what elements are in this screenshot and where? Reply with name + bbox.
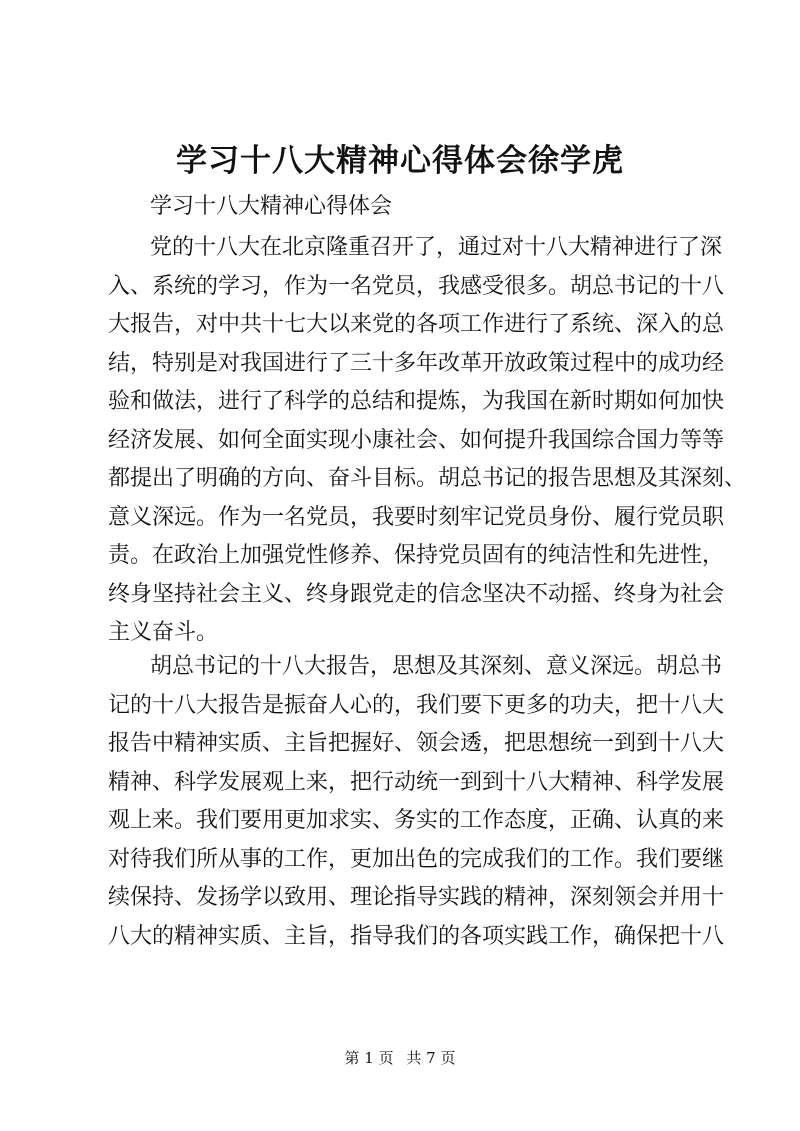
paragraph-line: 验和做法，进行了科学的总结和提炼，为我国在新时期如何加快 xyxy=(108,389,725,414)
document-title: 学习十八大精神心得体会徐学虎 xyxy=(176,143,624,179)
paragraph-line: 入、系统的学习，作为一名党员，我感受很多。胡总书记的十八 xyxy=(108,273,725,299)
body-paragraph-2 xyxy=(108,648,725,956)
paragraph-line: 记的十八大报告是振奋人心的，我们要下更多的功夫，把十八大 xyxy=(108,692,725,718)
paragraph-line: 结，特别是对我国进行了三十多年改革开放政策过程中的成功经 xyxy=(108,350,725,376)
paragraph-line: 对待我们所从事的工作，更加出色的完成我们的工作。我们要继 xyxy=(108,846,725,872)
page-number: 第 1 页 xyxy=(344,1049,394,1067)
page-footer xyxy=(0,1048,800,1068)
paragraph-line: 续保持、发扬学以致用、理论指导实践的精神，深刻领会并用十 xyxy=(108,885,725,910)
paragraph-line: 终身坚持社会主义、终身跟党走的信念坚决不动摇、终身为社会 xyxy=(108,581,725,607)
paragraph-line: 都提出了明确的方向、奋斗目标。胡总书记的报告思想及其深刻、 xyxy=(108,466,747,491)
paragraph-line: 胡总书记的十八大报告，思想及其深刻、意义深远。胡总书 xyxy=(150,654,723,679)
paragraph-line: 大报告，对中共十七大以来党的各项工作进行了系统、深入的总 xyxy=(108,312,725,337)
paragraph-line: 报告中精神实质、主旨把握好、领会透，把思想统一到到十八大 xyxy=(108,731,725,756)
body-paragraph-1 xyxy=(108,229,747,653)
paragraph-line: 八大的精神实质、主旨，指导我们的各项实践工作，确保把十八 xyxy=(108,923,725,949)
paragraph-line: 意义深远。作为一名党员，我要时刻牢记党员身份、履行党员职 xyxy=(108,504,725,530)
paragraph-line: 观上来。我们要用更加求实、务实的工作态度，正确、认真的来 xyxy=(108,808,725,833)
paragraph-line: 党的十八大在北京隆重召开了，通过对十八大精神进行了深 xyxy=(150,235,723,260)
paragraph-line: 精神、科学发展观上来，把行动统一到到十八大精神、科学发展 xyxy=(108,769,725,795)
paragraph-line: 责。在政治上加强党性修养、保持党员固有的纯洁性和先进性， xyxy=(108,543,725,568)
page-total: 共 7 页 xyxy=(406,1049,456,1067)
paragraph-line: 经济发展、如何全面实现小康社会、如何提升我国综合国力等等 xyxy=(108,427,725,453)
paragraph-line: 主义奋斗。 xyxy=(108,620,219,645)
document-subtitle: 学习十八大精神心得体会 xyxy=(150,194,393,219)
